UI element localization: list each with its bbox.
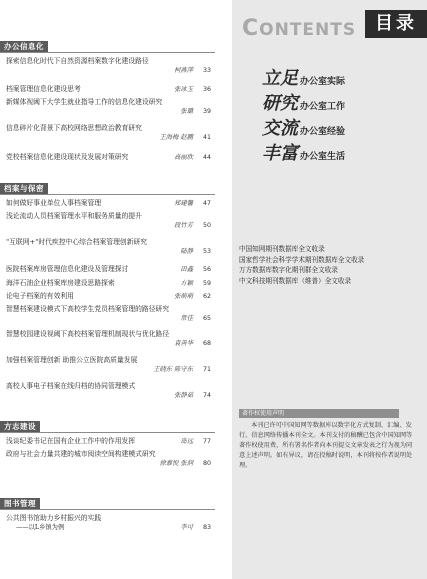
indexing-item: 万方数据库数字化期刊群全文收录 [239, 266, 338, 274]
entry-title: 档案管理信息化建设思考 [6, 85, 81, 93]
entry-author: 郑建馨 [174, 200, 193, 207]
entry-title: 政府与社会力量共建的城市阅读空间构建模式研究 [6, 450, 156, 458]
entry-meta [6, 391, 211, 400]
entry-row [6, 292, 211, 301]
slogan-big: 研究 [262, 93, 298, 114]
entry-author: 岛远 [180, 438, 193, 445]
toc-entry[interactable] [6, 514, 211, 532]
entry-title: 海洋石油企业档案库房建设思路探索 [6, 279, 115, 287]
entry-meta [6, 459, 211, 468]
entry-title: 医院档案库房管理信息化建设及管理探讨 [6, 265, 129, 273]
slogan-line [262, 139, 345, 165]
entry-title: 新媒体视阈下大学生就业指导工作的信息化建设研究 [6, 98, 163, 106]
entry-page: 59 [202, 280, 211, 287]
indexing-item: 中文科技期刊数据库（维普）全文收录 [239, 276, 352, 285]
entry-title: 公共图书馆助力乡村振兴的实践 [6, 514, 102, 522]
toc-entry[interactable] [6, 199, 211, 208]
entry-meta [174, 199, 211, 208]
toc-entry[interactable] [6, 238, 211, 256]
entry-author: 徐慕悦 张润 [159, 460, 193, 467]
entry-author: 袁善华 [174, 340, 193, 347]
toc-entry[interactable] [6, 382, 211, 400]
entry-author: 张璐 [180, 108, 193, 115]
entry-page: 68 [202, 340, 211, 347]
entry-author: 王晓东 陈守东 [153, 366, 193, 373]
entry-title: 浅谈纪委书记在国有企业工作中的作用发挥 [6, 437, 136, 445]
entry-author: 方颖 [180, 280, 193, 287]
entry-page: 36 [202, 86, 211, 93]
contents-initial: C [242, 16, 260, 41]
copyright-text: 本刊已许可中国知网等数据库以数字化方式复制、汇编、发行、信息网络传播本刊全文。本刊支付的稿酬已包含中国知网等著作权使用费，所有署名作者向本刊提交文章发表之行为视为同意上述声明。如有异议，请在投稿时说明，本刊将按作者说明处理。 [239, 422, 413, 469]
toc-entry[interactable] [6, 57, 211, 75]
entry-page: 44 [202, 154, 211, 161]
slogan-small: 办公室实际 [300, 77, 346, 87]
entry-meta [174, 292, 211, 301]
entry-author: 柯燕萍 [174, 67, 193, 74]
slogan-line [262, 114, 345, 140]
entry-author: 张冰玉 [174, 86, 193, 93]
toc-entry[interactable] [6, 98, 211, 116]
entry-title: 高校人事电子档案在线归档的协同管理模式 [6, 382, 136, 390]
toc-entry[interactable] [6, 279, 211, 288]
entry-author: 王海梅 赵鹏 [159, 134, 193, 141]
toc-entry[interactable] [6, 124, 211, 142]
entry-title: 智慧档案建设模式下高校学生党员档案管理的路径研究 [6, 305, 170, 313]
toc-entry[interactable] [6, 265, 211, 274]
entry-meta [174, 153, 211, 162]
slogan-small: 办公室经验 [300, 127, 346, 137]
entry-row [6, 265, 211, 274]
mulu-title: 目录 [365, 10, 427, 38]
entry-meta [6, 247, 211, 256]
entry-meta [6, 107, 211, 116]
entry-page: 83 [202, 524, 211, 531]
slogan-line [262, 64, 345, 90]
entry-author: 张萌萌 [174, 293, 193, 300]
entry-row [6, 437, 211, 446]
entry-row [6, 199, 211, 208]
entry-page: 65 [202, 315, 211, 322]
entry-title: 如何做好事业单位人事档案管理 [6, 199, 102, 207]
entry-title: 智慧校园建设视阈下高校档案管理机制现状与优化路径 [6, 330, 170, 338]
copyright-title: 著作权使用声明 [239, 409, 399, 418]
entry-meta [6, 314, 211, 323]
entry-page: 39 [202, 108, 211, 115]
entry-page: 80 [202, 460, 211, 467]
entry-page: 62 [202, 293, 211, 300]
entry-meta [6, 133, 211, 142]
entry-subtitle: ——以L乡镇为例 [16, 524, 65, 531]
entry-row [6, 279, 211, 288]
slogan-small: 办公室生活 [300, 152, 346, 162]
entry-meta [6, 365, 211, 374]
slogan-line [262, 89, 345, 115]
entry-author: 段竹芳 [174, 222, 193, 229]
slogan-big: 立足 [262, 68, 298, 89]
entry-author: 张静茹 [174, 392, 193, 399]
section-header [0, 498, 215, 510]
toc-entry[interactable] [6, 212, 211, 230]
toc-entry[interactable] [6, 153, 211, 162]
entry-page: 74 [202, 392, 211, 399]
toc-entry[interactable] [6, 292, 211, 301]
indexing-item: 中国知网期刊数据库全文收录 [239, 245, 325, 253]
contents-rest: ONTENTS [259, 20, 357, 40]
contents-header [232, 10, 427, 41]
section-label: 办公信息化 [0, 41, 48, 52]
entry-meta [6, 339, 211, 348]
slogan-big: 丰富 [262, 143, 298, 164]
indexing-item: 国家哲学社会科学学术期刊数据库全文收录 [239, 255, 365, 264]
entry-row [6, 523, 211, 532]
right-panel [232, 0, 427, 579]
entry-meta [180, 265, 211, 274]
entry-meta [180, 279, 211, 288]
entry-page: 41 [202, 134, 211, 141]
toc-entry[interactable] [6, 437, 211, 446]
entry-page: 47 [202, 200, 211, 207]
entry-row [6, 85, 211, 94]
entry-title: 加强档案管理创新 助推公立医院高质量发展 [6, 356, 138, 364]
entry-author: 李可 [180, 524, 193, 531]
contents-wordmark [242, 16, 356, 41]
entry-page: 56 [202, 266, 211, 273]
toc-entry[interactable] [6, 356, 211, 374]
toc-entry[interactable] [6, 450, 211, 468]
section-header [0, 421, 215, 433]
entry-author: 常佳 [180, 315, 193, 322]
entry-title: "互联网+"时代疾控中心综合档案管理创新研究 [6, 238, 148, 246]
entry-meta [174, 85, 211, 94]
entry-page: 77 [202, 438, 211, 445]
entry-author: 田鑫 [180, 266, 193, 273]
entry-title: 党校档案信息化建设现状及发展对策研究 [6, 153, 129, 161]
slogan-small: 办公室工作 [300, 102, 346, 112]
section-label: 档案与保密 [0, 183, 48, 194]
section-header [0, 183, 215, 195]
toc-entry[interactable] [6, 330, 211, 348]
section-label: 图书管理 [0, 498, 40, 509]
entry-meta [6, 66, 211, 75]
entry-meta [180, 437, 211, 446]
entry-page: 33 [202, 67, 211, 74]
toc-entry[interactable] [6, 85, 211, 94]
entry-meta [6, 221, 211, 230]
entry-title: 探索信息化时代下自然资源档案数字化建设路径 [6, 57, 149, 65]
entry-title: 信息碎片化背景下高校网络思想政治教育研究 [6, 124, 142, 132]
entry-meta [180, 523, 211, 532]
entry-title: 论电子档案的有效利用 [6, 292, 74, 300]
entry-author: 陆静 [180, 248, 193, 255]
section-label: 方志建设 [0, 421, 40, 432]
entry-row [6, 153, 211, 162]
entry-page: 71 [202, 366, 211, 373]
entry-page: 50 [202, 222, 211, 229]
toc-entry[interactable] [6, 305, 211, 323]
slogan-big: 交流 [262, 118, 298, 139]
section-header [0, 41, 215, 53]
indexing-list [239, 244, 424, 286]
entry-title: 浅论流动人员档案管理水平和服务质量的提升 [6, 212, 142, 220]
entry-author: 高丽欣 [174, 154, 193, 161]
entry-page: 53 [202, 248, 211, 255]
